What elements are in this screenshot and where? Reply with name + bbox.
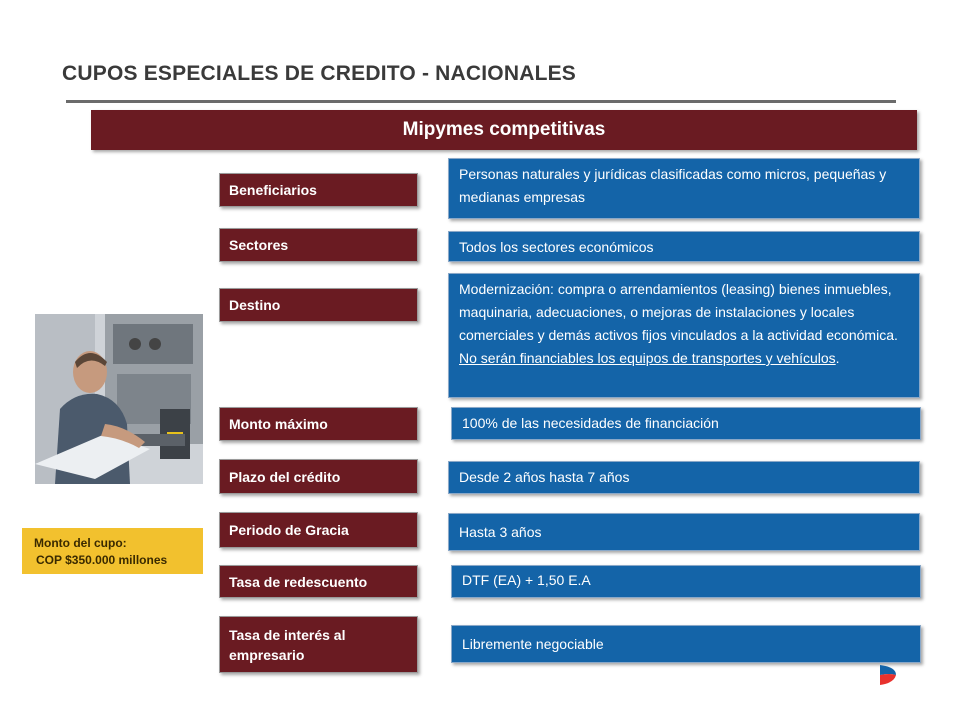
label-sectores: Sectores xyxy=(219,228,418,262)
label-destino: Destino xyxy=(219,288,418,322)
worker-machine-illustration xyxy=(35,314,203,484)
destino-end: . xyxy=(835,350,840,366)
label-monto-maximo: Monto máximo xyxy=(219,407,418,441)
value-beneficiarios: Personas naturales y jurídicas clasificadas como micros, pequeñas y medianas empresas xyxy=(448,158,920,219)
value-periodo-gracia: Hasta 3 años xyxy=(448,513,920,551)
bank-logo-icon xyxy=(876,663,898,687)
title-divider xyxy=(66,100,896,103)
cupo-line1: Monto del cupo: xyxy=(34,536,127,550)
destino-underlined-text: No serán financiables los equipos de transportes y vehículos xyxy=(459,350,836,366)
section-header: Mipymes competitivas xyxy=(91,110,917,150)
value-plazo-credito: Desde 2 años hasta 7 años xyxy=(448,461,920,494)
cupo-line2: COP $350.000 millones xyxy=(36,553,168,567)
worker-photo xyxy=(35,314,203,484)
value-monto-maximo: 100% de las necesidades de financiación xyxy=(451,407,921,440)
label-tasa-interes: Tasa de interés al empresario xyxy=(219,616,418,673)
label-periodo-gracia: Periodo de Gracia xyxy=(219,512,418,548)
destino-text: Modernización: compra o arrendamientos (leasing) bienes inmuebles, maquinaria, adecuaciones, o mejoras de instalaciones y locales comerciales y demás activos fijos vinculados a la actividad económica. xyxy=(459,281,898,343)
value-tasa-interes: Libremente negociable xyxy=(451,625,921,663)
label-beneficiarios: Beneficiarios xyxy=(219,173,418,207)
label-tasa-redescuento: Tasa de redescuento xyxy=(219,565,418,598)
cupo-badge xyxy=(22,528,203,574)
label-plazo-credito: Plazo del crédito xyxy=(219,459,418,494)
value-sectores: Todos los sectores económicos xyxy=(448,231,920,262)
value-tasa-redescuento: DTF (EA) + 1,50 E.A xyxy=(451,565,921,598)
value-destino xyxy=(448,273,920,398)
page-title: CUPOS ESPECIALES DE CREDITO - NACIONALES xyxy=(62,62,577,85)
